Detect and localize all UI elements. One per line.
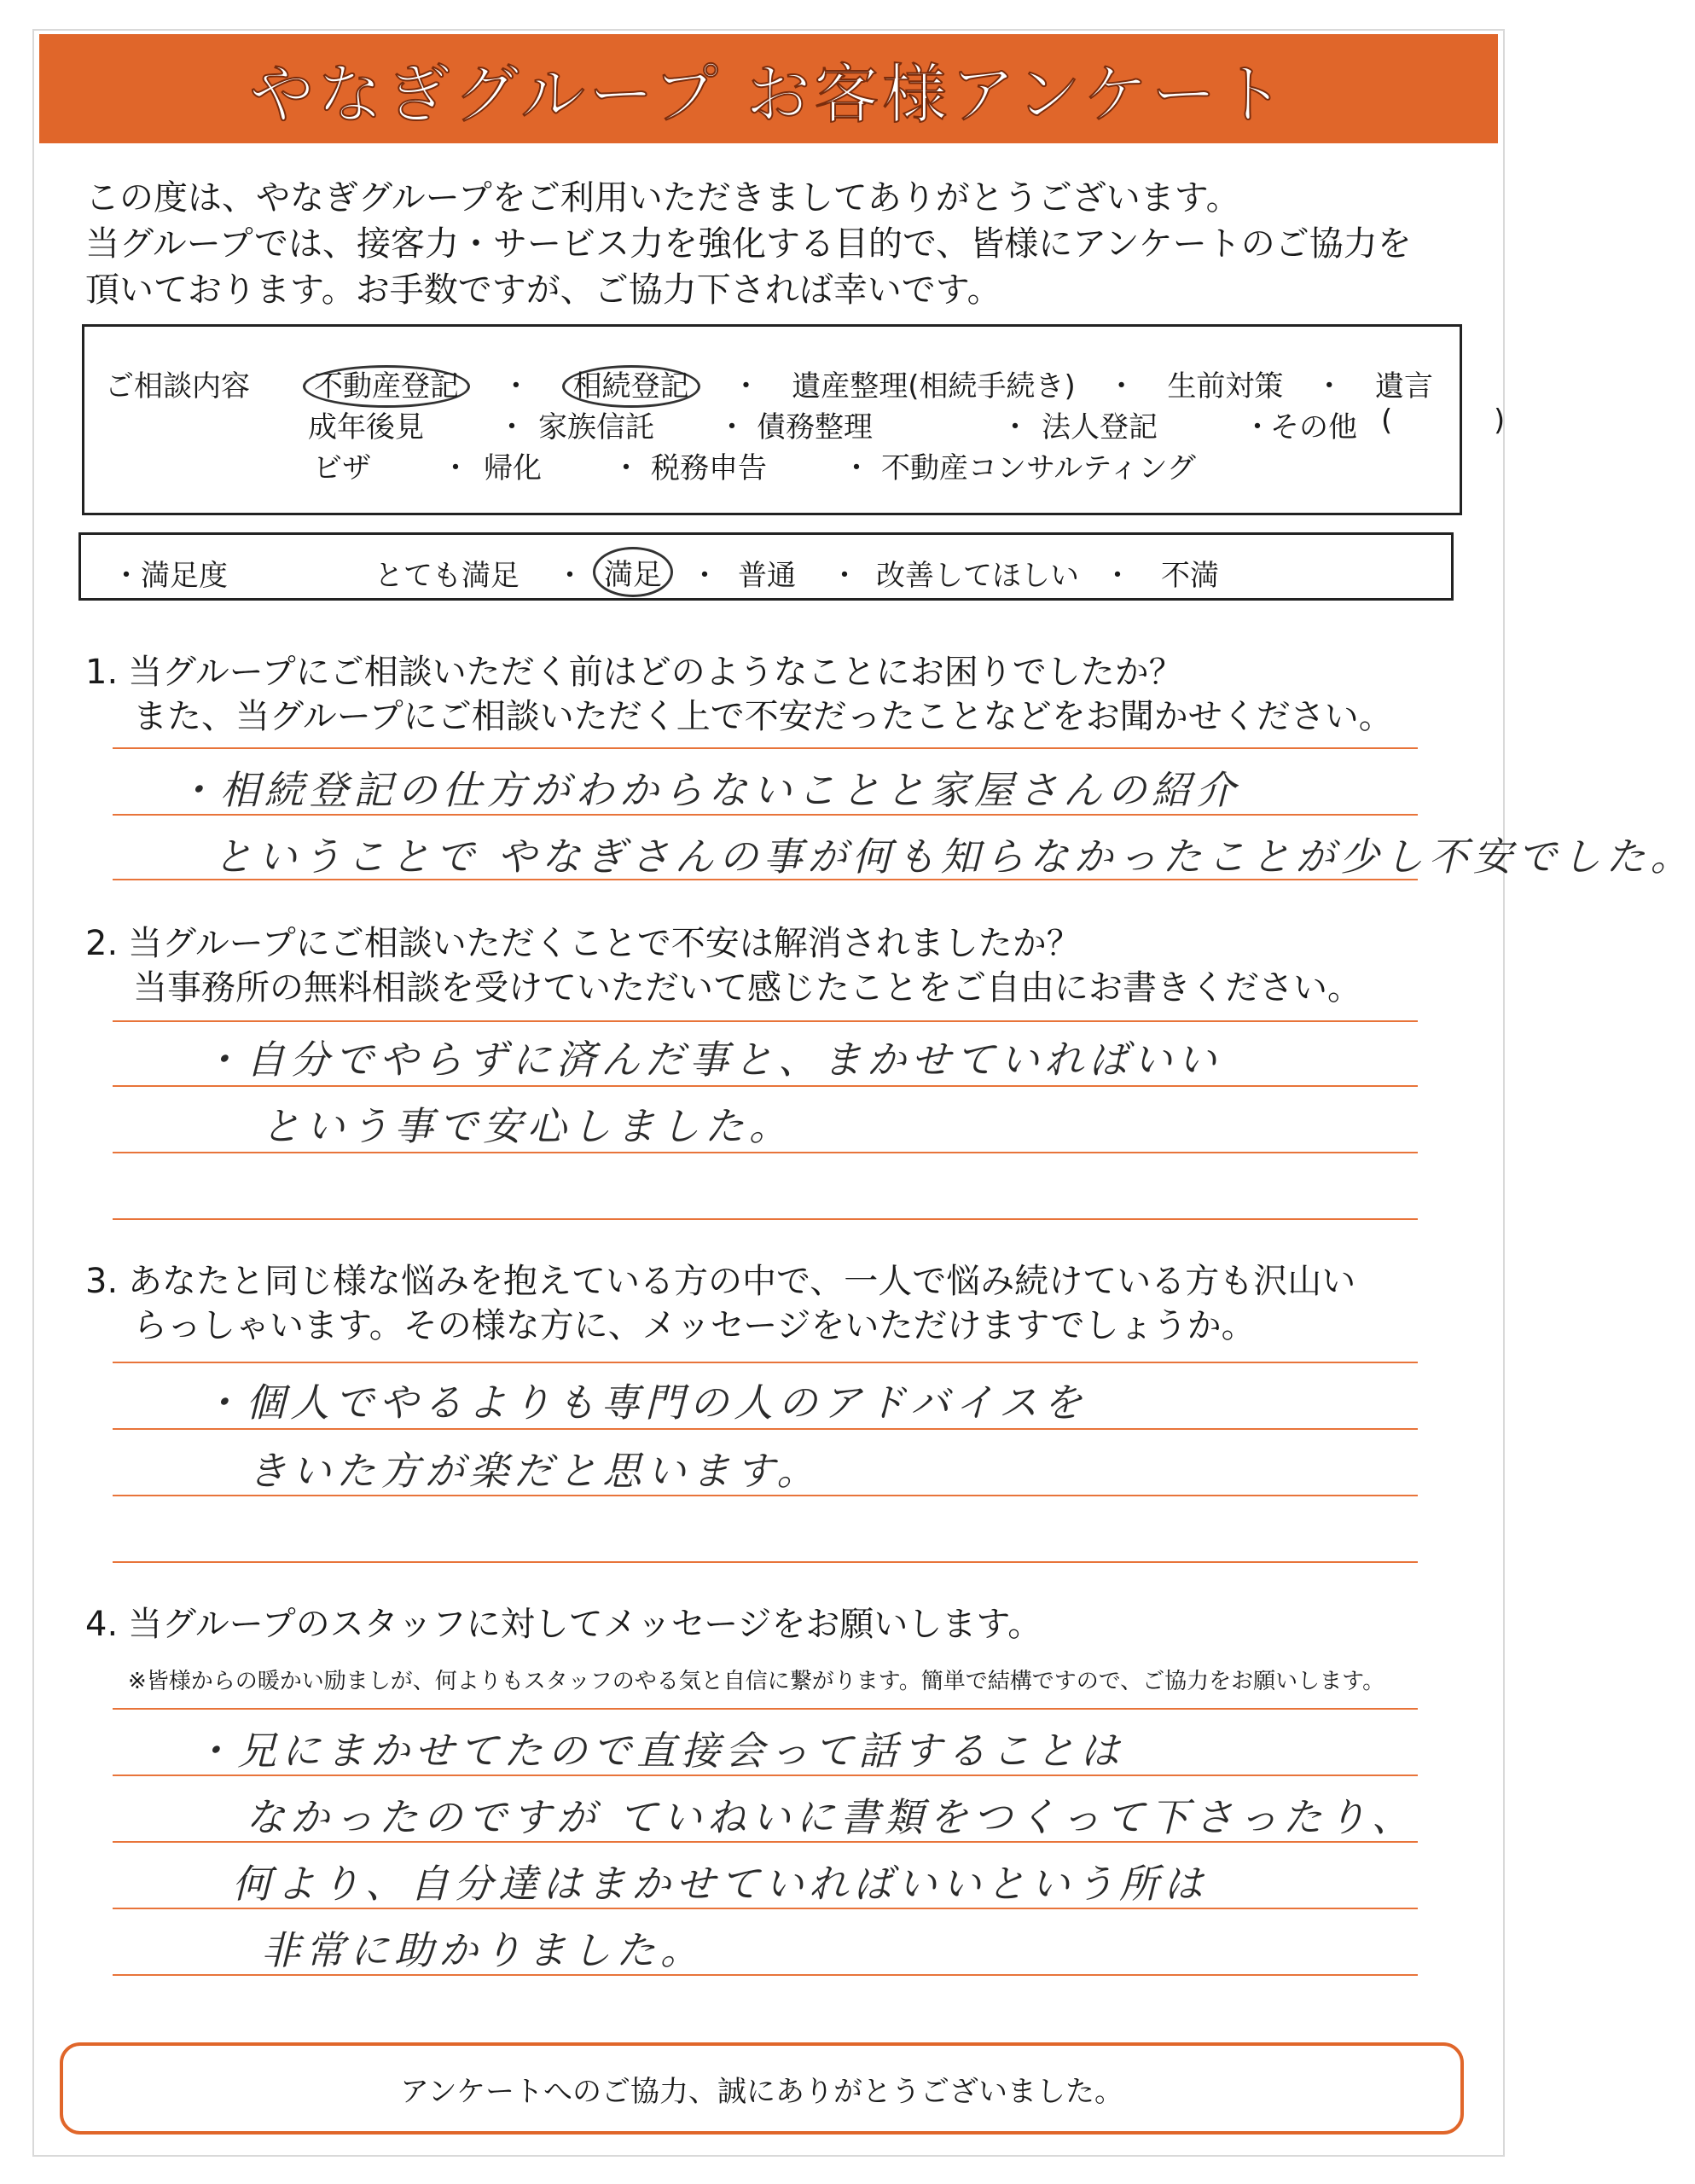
satisfaction-box <box>78 532 1454 601</box>
satisfaction-improve[interactable]: 改善してほしい <box>876 559 1079 593</box>
question-text: 当グループのスタッフに対してメッセージをお願いします。 <box>128 1605 1042 1644</box>
paren-close: ) <box>1494 404 1506 438</box>
answer-line <box>113 1218 1418 1220</box>
separator: ・ <box>717 410 746 444</box>
footer-text: アンケートへのご協力、誠にありがとうございました。 <box>400 2074 1123 2109</box>
intro-line: 頂いております。お手数ですが、ご協力下されば幸いです。 <box>85 270 1001 310</box>
question-number: 2. <box>85 924 119 963</box>
question-3 <box>85 1259 1355 1348</box>
question-4-note: ※皆様からの暖かい励ましが、何よりもスタッフのやる気と自信に繋がります。簡単で結構ですので、ご協力をお願いします。 <box>128 1669 1385 1694</box>
satisfaction-satisfied[interactable]: 満足 <box>593 547 673 597</box>
intro-line: 当グループでは、接客力・サービス力を強化する目的で、皆様にアンケートのご協力を <box>85 224 1412 264</box>
answer-1-line-1[interactable]: ・相続登記の仕方がわからないことと家屋さんの紹介 <box>176 767 1240 813</box>
answer-line <box>113 1708 1418 1710</box>
intro-text <box>85 175 1484 313</box>
question-text: 当グループにご相談いただく前はどのようなことにお困りでしたか？ <box>128 653 1183 692</box>
consultation-box <box>82 324 1506 515</box>
option-houjin-touki[interactable]: 法人登記 <box>1042 410 1158 444</box>
answer-3-line-1[interactable]: ・個人でやるよりも専門の人のアドバイスを <box>201 1380 1088 1426</box>
answer-line <box>113 747 1418 749</box>
intro-line: この度は、やなぎグループをご利用いただきましてありがとうございます。 <box>85 178 1240 218</box>
separator: ・ <box>612 451 641 485</box>
question-text: また、当グループにご相談いただく上で不安だったことなどをお聞かせください。 <box>133 697 1393 736</box>
question-text: あなたと同じ様な悩みを抱えている方の中で、一人で悩み続けている方も沢山い <box>128 1262 1356 1301</box>
satisfaction-label: ・満足度 <box>112 559 228 593</box>
question-number: 4. <box>85 1605 119 1644</box>
footer-thanks-box <box>60 2042 1464 2135</box>
answer-line <box>113 1085 1418 1087</box>
question-1 <box>85 650 1393 739</box>
consultation-row-1 <box>303 363 1433 404</box>
answer-4-line-3[interactable]: 何より、自分達はまかせていればいいという所は <box>232 1861 1208 1907</box>
option-souzoku-touki[interactable]: 相続登記 <box>562 365 700 408</box>
separator: ・ <box>1315 369 1344 404</box>
separator: ・ <box>731 369 761 404</box>
option-saimu-seiri[interactable]: 債務整理 <box>757 410 873 444</box>
answer-line <box>113 1152 1418 1153</box>
option-kazoku-shintaku[interactable]: 家族信託 <box>538 410 654 444</box>
answer-2-line-2[interactable]: という事で安心しました。 <box>261 1103 793 1149</box>
option-seinen-kouken[interactable]: 成年後見 <box>308 410 424 444</box>
separator: ・ <box>441 451 470 485</box>
separator: ・ <box>555 559 584 593</box>
question-4 <box>85 1602 1042 1647</box>
option-sonota[interactable]: その他 <box>1270 410 1357 444</box>
paren-open: ( <box>1381 404 1393 438</box>
separator: ・ <box>497 410 526 444</box>
separator: ・ <box>690 559 719 593</box>
separator: ・ <box>1106 369 1136 404</box>
option-zeimu-shinkoku[interactable]: 税務申告 <box>651 451 767 485</box>
option-fudosan-touki[interactable]: 不動産登記 <box>303 365 470 408</box>
question-number: 3. <box>85 1262 119 1301</box>
answer-line <box>113 1561 1418 1563</box>
separator: ・ <box>1001 410 1030 444</box>
option-yuigon[interactable]: 遺言 <box>1375 369 1434 404</box>
separator: ・ <box>842 451 871 485</box>
answer-line <box>113 1428 1418 1430</box>
answer-4-line-1[interactable]: ・兄にまかせてたので直接会って話することは <box>193 1728 1124 1774</box>
answer-3-line-2[interactable]: きいた方が楽だと思います。 <box>247 1448 821 1494</box>
header-banner <box>39 34 1498 143</box>
satisfaction-very-satisfied[interactable]: とても満足 <box>374 559 520 593</box>
question-number: 1. <box>85 653 119 692</box>
option-visa[interactable]: ビザ <box>313 451 371 485</box>
page-title: やなぎグループ お客様アンケート <box>249 55 1288 132</box>
answer-2-line-1[interactable]: ・自分でやらずに済んだ事と、まかせていればいい <box>201 1037 1222 1083</box>
consultation-label: ご相談内容 <box>105 369 250 404</box>
answer-line <box>113 1020 1418 1022</box>
separator: ・ <box>1103 559 1132 593</box>
option-fudosan-consulting[interactable]: 不動産コンサルティング <box>881 451 1196 485</box>
satisfaction-dissatisfied[interactable]: 不満 <box>1161 559 1219 593</box>
answer-1-line-2[interactable]: ということで やなぎさんの事が何も知らなかったことが少し不安でした。 <box>213 834 1695 880</box>
option-seizen-taisaku[interactable]: 生前対策 <box>1167 369 1284 404</box>
separator: ・ <box>501 369 531 404</box>
option-isan-seiri[interactable]: 遺産整理(相続手続き) <box>792 369 1076 404</box>
question-text: 当グループにご相談いただくことで不安は解消されましたか？ <box>128 924 1081 963</box>
question-2 <box>85 921 1361 1010</box>
separator: ・ <box>830 559 859 593</box>
question-text: 当事務所の無料相談を受けていただいて感じたことをご自由にお書きください。 <box>133 968 1361 1008</box>
answer-4-line-4[interactable]: 非常に助かりました。 <box>261 1927 705 1973</box>
satisfaction-normal[interactable]: 普通 <box>738 559 796 593</box>
answer-4-line-2[interactable]: なかったのですが ていねいに書類をつくって下さったり、 <box>246 1794 1416 1840</box>
separator: ・ <box>1243 410 1272 444</box>
question-text: らっしゃいます。その様な方に、メッセージをいただけますでしょうか。 <box>133 1306 1256 1345</box>
answer-line <box>113 1362 1418 1363</box>
option-kika[interactable]: 帰化 <box>484 451 542 485</box>
